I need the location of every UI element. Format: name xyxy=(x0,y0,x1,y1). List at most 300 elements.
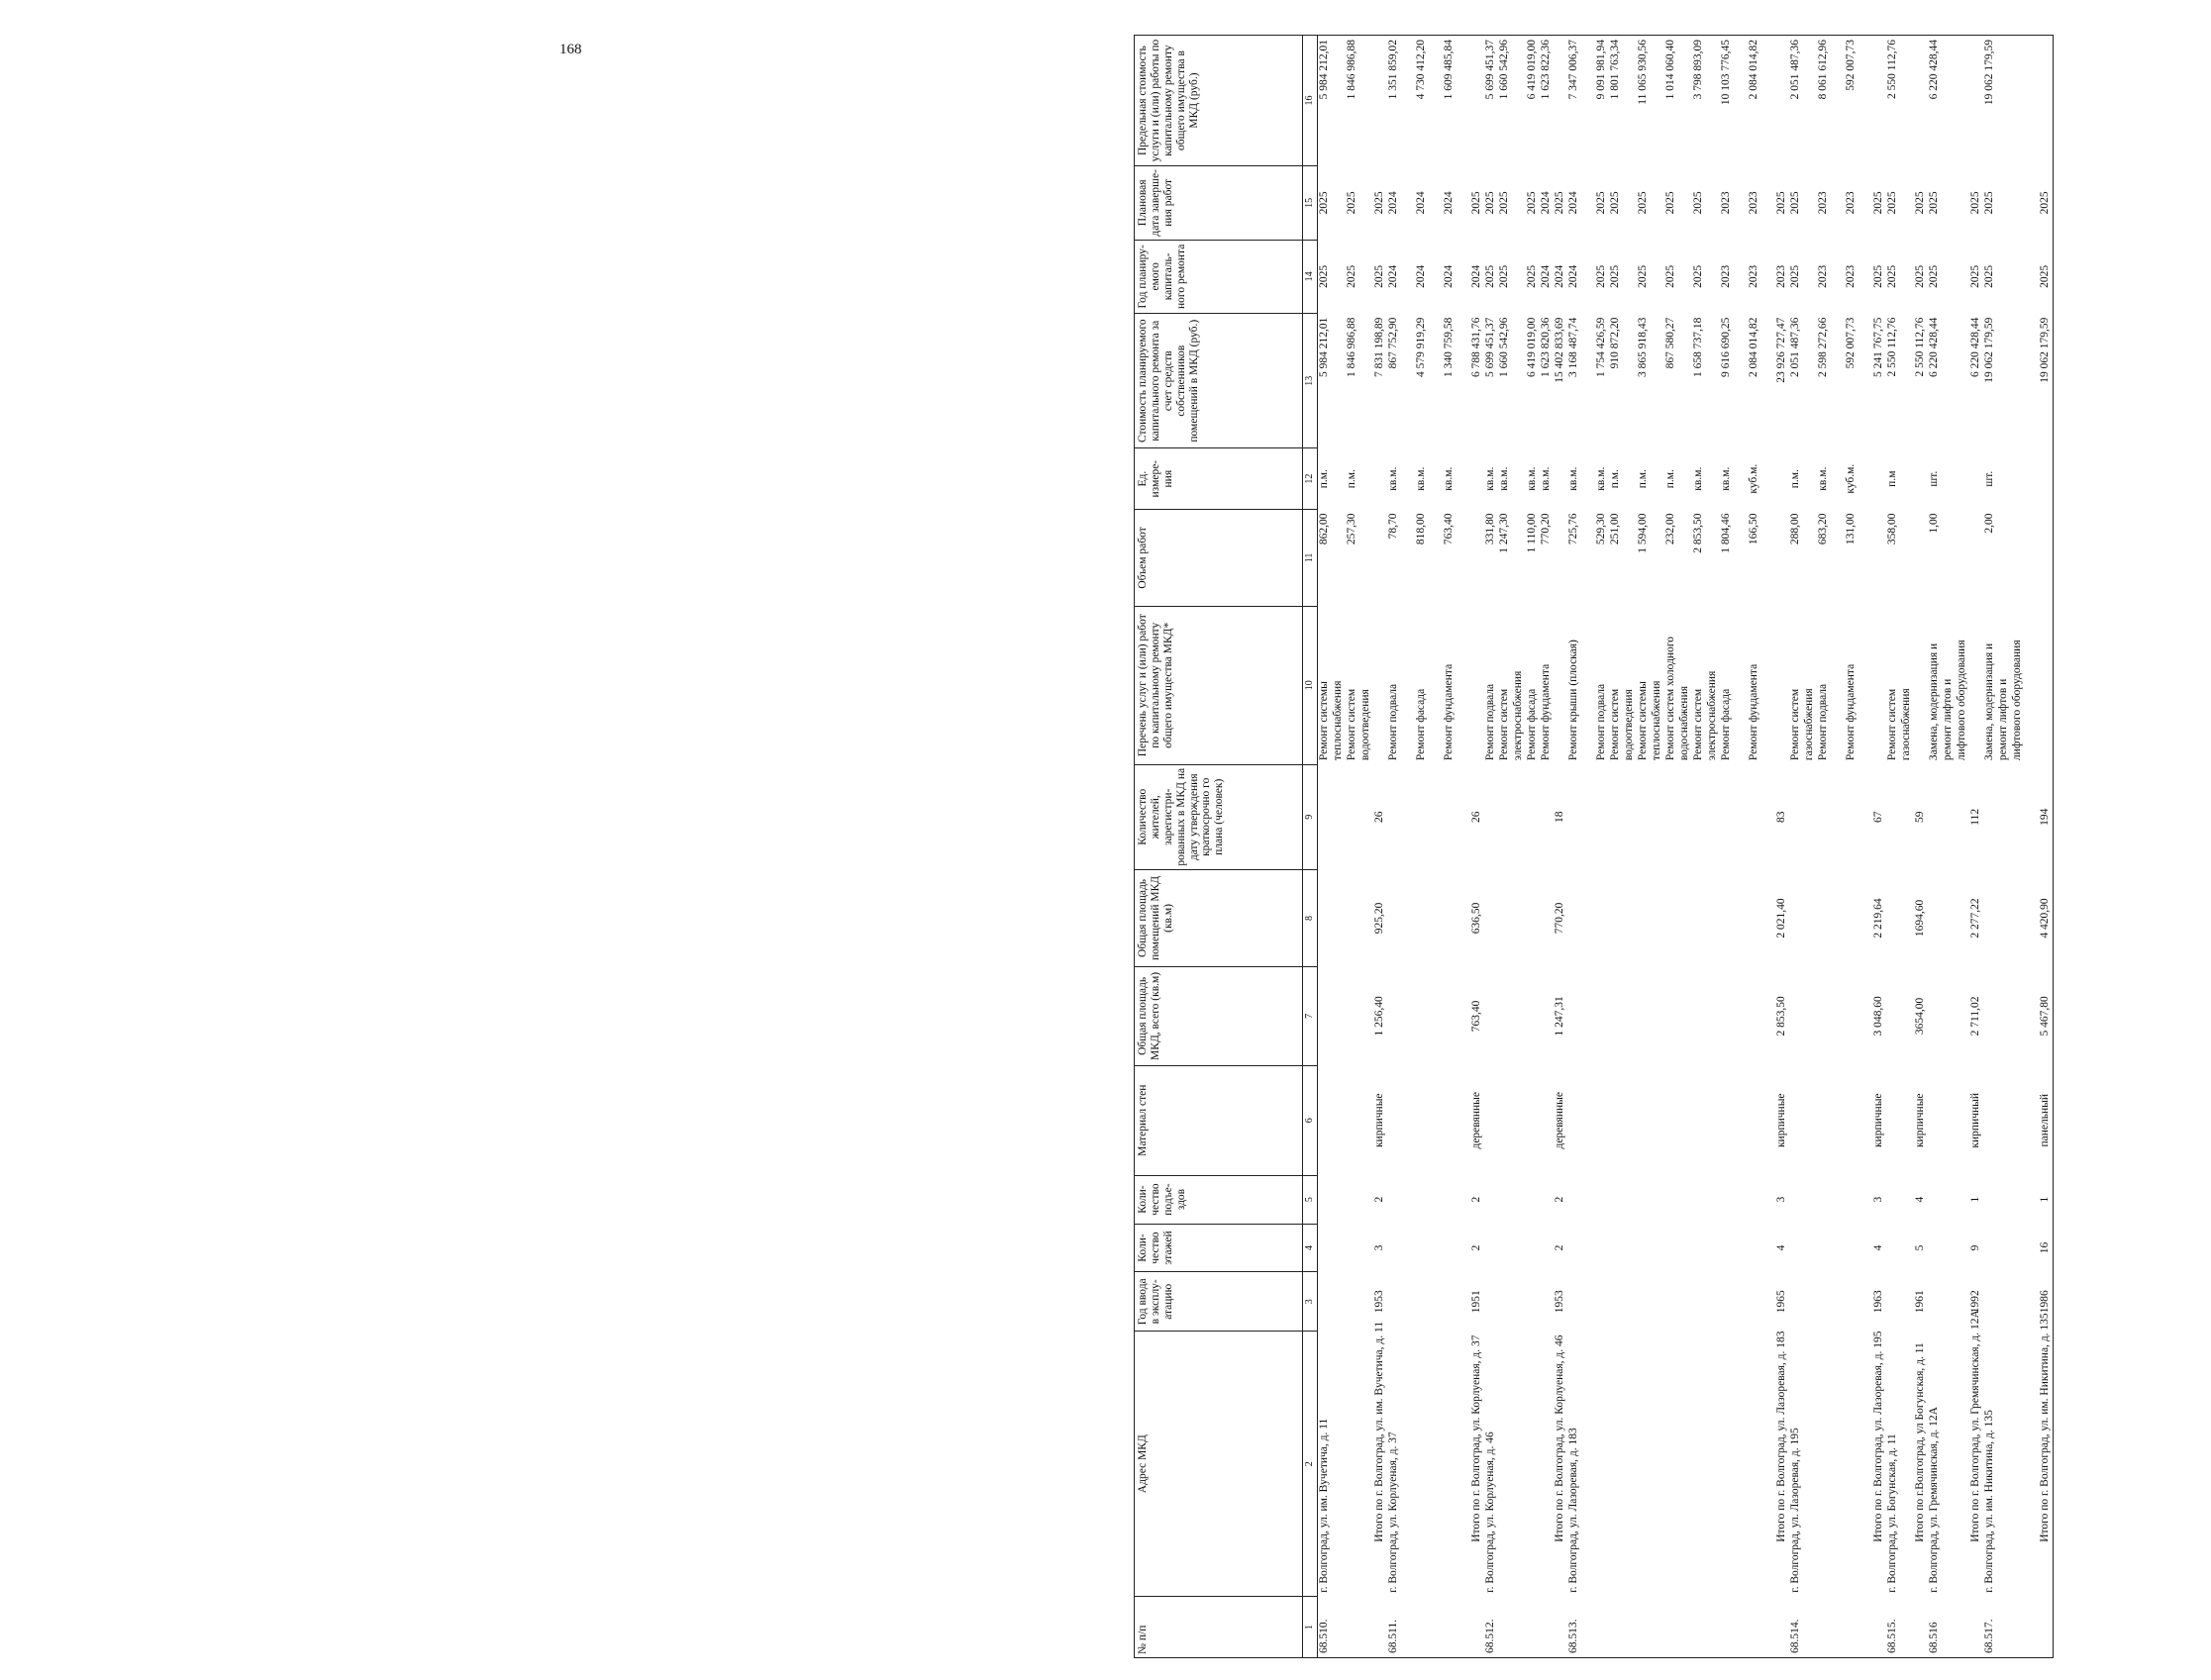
table-cell: 2025 xyxy=(1318,264,1330,288)
table-row xyxy=(1789,36,1803,1658)
table-cell: 2023 xyxy=(1748,191,1759,215)
table-cell xyxy=(1997,448,2011,510)
table-cell xyxy=(1831,1597,1845,1658)
table-row xyxy=(1401,36,1415,1658)
table-cell xyxy=(1387,1065,1401,1175)
table-cell: 68.515. xyxy=(1886,1597,1900,1658)
table-cell xyxy=(1678,1332,1692,1597)
table-cell xyxy=(1928,1065,1942,1175)
table-cell xyxy=(1512,1065,1526,1175)
table-cell: Ремонт подвала xyxy=(1484,683,1496,761)
table-cell xyxy=(1457,1272,1470,1332)
table-cell xyxy=(1609,1065,1623,1175)
table-cell xyxy=(1623,510,1637,607)
table-cell xyxy=(1817,1065,1831,1175)
table-cell xyxy=(1706,966,1720,1065)
table-cell xyxy=(1512,764,1526,869)
table-cell xyxy=(2025,1332,2039,1597)
table-cell xyxy=(1664,1272,1678,1332)
table-cell xyxy=(1900,1597,1914,1658)
table-cell xyxy=(1498,1332,1512,1597)
table-cell xyxy=(1983,1272,1997,1332)
table-cell xyxy=(1706,1224,1720,1272)
column-number-row xyxy=(1303,36,1318,1658)
table-cell xyxy=(1997,240,2011,314)
table-cell xyxy=(1678,166,1692,241)
table-row xyxy=(1748,36,1761,1658)
table-cell xyxy=(1706,240,1720,314)
table-cell xyxy=(1859,1175,1872,1224)
table-cell xyxy=(1387,764,1401,869)
table-cell xyxy=(1373,36,1387,166)
table-cell xyxy=(1526,966,1540,1065)
table-row xyxy=(1706,36,1720,1658)
table-cell xyxy=(1484,966,1498,1065)
table-cell: 288,00 xyxy=(1789,513,1801,545)
table-cell: 3 168 487,74 xyxy=(1567,317,1579,377)
table-cell xyxy=(1387,1175,1401,1224)
page-number: 168 xyxy=(559,42,582,57)
table-cell: 2024 xyxy=(1567,191,1579,215)
table-cell xyxy=(1359,1224,1373,1272)
table-cell xyxy=(1457,869,1470,966)
table-cell xyxy=(1526,1175,1540,1224)
table-cell xyxy=(1761,36,1775,166)
table-cell: 257,30 xyxy=(1346,513,1357,545)
table-cell: 7 347 006,37 xyxy=(1567,36,1581,166)
table-cell xyxy=(1359,166,1373,241)
table-cell: п.м. xyxy=(1346,469,1357,489)
table-cell xyxy=(1332,1597,1346,1658)
rotated-table-container xyxy=(1134,35,2211,1658)
table-cell: 2 277,22 xyxy=(1969,898,1981,939)
table-cell: 2023 xyxy=(1775,264,1787,288)
table-cell: 2025 xyxy=(1470,191,1482,215)
table-cell: г. Волгоград, ул. Гремячинская, д. 12А xyxy=(1928,1407,1940,1593)
header-row xyxy=(1135,36,1303,1658)
table-cell: 1965 xyxy=(1775,1290,1787,1314)
table-cell xyxy=(1470,36,1484,166)
table-cell xyxy=(1914,36,1928,166)
table-cell xyxy=(1581,1175,1595,1224)
header-cell: Адрес МКД xyxy=(1135,1332,1303,1597)
table-cell xyxy=(1734,606,1748,764)
table-cell xyxy=(1817,966,1831,1065)
table-cell xyxy=(1484,869,1498,966)
table-cell xyxy=(1332,510,1346,607)
table-cell xyxy=(1457,1332,1470,1597)
table-cell xyxy=(1401,510,1415,607)
table-cell xyxy=(1748,764,1761,869)
table-cell: кирпичные xyxy=(1914,1093,1926,1148)
table-cell xyxy=(1359,510,1373,607)
table-cell: Ремонт систем xyxy=(1789,688,1801,761)
table-cell xyxy=(1859,1065,1872,1175)
table-cell: 2023 xyxy=(1720,264,1732,288)
table-cell xyxy=(1720,1597,1734,1658)
table-cell xyxy=(1859,1597,1872,1658)
table-cell xyxy=(1775,1597,1789,1658)
table-cell xyxy=(1831,448,1845,510)
table-cell xyxy=(1609,1175,1623,1224)
table-cell xyxy=(2025,314,2039,448)
table-cell xyxy=(1900,1065,1914,1175)
table-row xyxy=(1803,36,1817,1658)
column-number: 12 xyxy=(1303,448,1318,510)
table-cell: 2023 xyxy=(1845,191,1857,215)
table-cell xyxy=(1512,869,1526,966)
table-cell xyxy=(1401,1272,1415,1332)
table-cell xyxy=(1872,1597,1886,1658)
table-cell: 19 062 179,59 xyxy=(2039,314,2054,448)
table-cell: кирпичные xyxy=(1373,1093,1385,1148)
table-cell xyxy=(1429,36,1443,166)
table-cell: 83 xyxy=(1775,811,1787,824)
table-cell xyxy=(1859,1224,1872,1272)
table-cell xyxy=(1803,1065,1817,1175)
table-cell: 1 340 759,58 xyxy=(1443,317,1455,377)
table-cell xyxy=(1567,1065,1581,1175)
table-cell: Ремонт подвала xyxy=(1817,683,1829,761)
table-cell xyxy=(1623,1272,1637,1332)
table-cell xyxy=(1692,764,1706,869)
table-cell xyxy=(1457,764,1470,869)
table-cell xyxy=(1761,1065,1775,1175)
table-cell: 2 xyxy=(1554,1196,1565,1203)
table-cell xyxy=(1956,510,1969,607)
table-cell xyxy=(1415,1065,1429,1175)
table-cell xyxy=(2025,166,2039,241)
table-cell xyxy=(1956,966,1969,1065)
table-cell xyxy=(1748,1065,1761,1175)
table-cell: 636,50 xyxy=(1470,902,1482,935)
table-cell xyxy=(1401,1224,1415,1272)
table-cell xyxy=(1872,606,1886,764)
table-row xyxy=(1637,36,1651,1658)
table-cell xyxy=(1651,869,1664,966)
table-cell: Ремонт систем xyxy=(1346,688,1357,761)
table-cell xyxy=(1332,448,1346,510)
table-cell xyxy=(1318,1065,1333,1175)
table-cell xyxy=(1595,966,1609,1065)
table-cell: 78,70 xyxy=(1387,513,1399,540)
table-cell xyxy=(1540,1597,1554,1658)
table-cell xyxy=(1512,36,1526,166)
table-cell xyxy=(1969,510,1983,607)
table-cell: кирпичный xyxy=(1969,1092,1981,1148)
table-cell xyxy=(1789,764,1803,869)
table-cell xyxy=(1595,1272,1609,1332)
table-cell xyxy=(2025,606,2039,764)
table-cell xyxy=(1928,869,1942,966)
table-cell xyxy=(1401,36,1415,166)
table-cell xyxy=(1623,1332,1637,1597)
table-cell xyxy=(1651,240,1664,314)
table-cell xyxy=(1429,869,1443,966)
table-cell xyxy=(1401,1175,1415,1224)
table-cell xyxy=(1623,1224,1637,1272)
table-cell xyxy=(1664,1175,1678,1224)
table-cell: 763,40 xyxy=(1443,513,1455,545)
table-cell xyxy=(1346,1272,1359,1332)
table-cell xyxy=(1498,1175,1512,1224)
table-cell: 2025 xyxy=(1637,264,1649,288)
table-cell xyxy=(2025,36,2039,166)
table-cell xyxy=(1498,1597,1512,1658)
table-cell xyxy=(1373,510,1387,607)
header-cell: Материал стен xyxy=(1135,1065,1303,1175)
table-cell xyxy=(1443,869,1457,966)
table-cell xyxy=(1817,869,1831,966)
table-cell xyxy=(1651,1224,1664,1272)
column-number: 11 xyxy=(1303,510,1318,607)
table-cell xyxy=(1567,966,1581,1065)
table-cell: 1961 xyxy=(1914,1290,1926,1314)
table-cell xyxy=(1775,510,1789,607)
table-cell xyxy=(1928,1175,1942,1224)
table-cell xyxy=(1512,240,1526,314)
table-cell xyxy=(1359,314,1373,448)
table-cell xyxy=(1457,1224,1470,1272)
table-cell: 2025 xyxy=(1664,191,1676,215)
table-cell: 2 550 112,76 xyxy=(1886,317,1898,377)
table-cell: 15 402 833,69 xyxy=(1554,317,1565,383)
table-cell xyxy=(1359,764,1373,869)
table-cell xyxy=(1886,1272,1900,1332)
table-cell xyxy=(1706,1597,1720,1658)
table-cell: кв.м. xyxy=(1498,466,1510,491)
table-cell xyxy=(1581,510,1595,607)
table-cell: 2025 xyxy=(1346,191,1357,215)
table-cell: 1951 xyxy=(1470,1290,1482,1314)
table-cell: 867 580,27 xyxy=(1664,317,1676,369)
table-cell xyxy=(1609,1597,1623,1658)
table-cell: 2 084 014,82 xyxy=(1748,36,1761,166)
table-cell xyxy=(1734,510,1748,607)
table-cell: 1 846 986,88 xyxy=(1346,36,1359,166)
table-cell: 4 730 412,20 xyxy=(1415,36,1429,166)
table-cell xyxy=(1346,1224,1359,1272)
table-cell: 4 420,90 xyxy=(2039,869,2054,966)
table-cell xyxy=(1443,1332,1457,1597)
table-cell xyxy=(1651,764,1664,869)
table-cell xyxy=(2011,314,2025,448)
table-cell: 6 419 019,00 xyxy=(1526,36,1540,166)
header-cell: Общая площадь помещений МКД (кв.м) xyxy=(1135,869,1303,966)
table-cell xyxy=(1706,764,1720,869)
table-cell xyxy=(1415,1332,1429,1597)
table-row xyxy=(1845,36,1859,1658)
table-cell: Ремонт системы xyxy=(1318,681,1330,761)
table-cell xyxy=(1359,36,1373,166)
table-cell xyxy=(1346,1332,1359,1597)
table-cell xyxy=(1457,1065,1470,1175)
table-cell xyxy=(1443,1224,1457,1272)
table-cell: 2 xyxy=(1470,1196,1482,1203)
table-row xyxy=(1956,36,1969,1658)
table-cell xyxy=(1554,606,1567,764)
table-cell: 2 711,02 xyxy=(1969,996,1981,1037)
table-cell xyxy=(1831,764,1845,869)
table-cell xyxy=(1942,314,1956,448)
table-cell xyxy=(1470,606,1484,764)
table-cell: кв.м. xyxy=(1817,466,1829,491)
table-cell xyxy=(1387,869,1401,966)
table-cell xyxy=(1359,1272,1373,1332)
table-cell: 925,20 xyxy=(1373,902,1385,935)
table-cell: 3 798 893,09 xyxy=(1692,36,1706,166)
table-cell xyxy=(1526,1597,1540,1658)
table-cell: 68.512. xyxy=(1484,1597,1498,1658)
table-cell xyxy=(1429,510,1443,607)
table-cell xyxy=(1332,1224,1346,1272)
table-cell xyxy=(2025,510,2039,607)
table-cell: п.м. xyxy=(1318,469,1330,489)
table-cell xyxy=(1678,240,1692,314)
table-cell xyxy=(1373,606,1387,764)
table-cell xyxy=(1914,510,1928,607)
table-cell: 2025 xyxy=(1928,191,1940,215)
table-cell xyxy=(1734,764,1748,869)
table-cell xyxy=(1595,764,1609,869)
table-cell: п.м xyxy=(1886,470,1898,487)
table-row xyxy=(1373,36,1387,1658)
table-cell xyxy=(1512,314,1526,448)
table-cell xyxy=(1734,1065,1748,1175)
table-cell xyxy=(1401,1597,1415,1658)
header-cell: Плановая дата заверше-ния работ xyxy=(1135,166,1303,241)
table-cell xyxy=(1969,606,1983,764)
table-cell xyxy=(1942,764,1956,869)
table-cell xyxy=(1831,1224,1845,1272)
table-cell: 2 550 112,76 xyxy=(1914,317,1926,377)
table-cell xyxy=(1706,869,1720,966)
table-cell xyxy=(1845,1224,1859,1272)
table-cell xyxy=(1775,36,1789,166)
table-row xyxy=(1664,36,1678,1658)
table-cell xyxy=(1928,966,1942,1065)
table-cell xyxy=(1761,166,1775,241)
table-cell: п.м. xyxy=(1664,469,1676,489)
header-cell: Год ввода в эксплу-атацию xyxy=(1135,1272,1303,1332)
table-cell: 2025 xyxy=(1318,191,1330,215)
column-number: 9 xyxy=(1303,764,1318,869)
table-cell xyxy=(1956,36,1969,166)
table-row xyxy=(1484,36,1498,1658)
table-cell: 725,76 xyxy=(1567,513,1579,545)
table-cell: 2024 xyxy=(1554,264,1565,288)
table-cell: 2025 xyxy=(1373,264,1385,288)
table-cell xyxy=(1720,764,1734,869)
table-cell xyxy=(1692,1224,1706,1272)
table-cell: 2024 xyxy=(1387,191,1399,215)
table-cell xyxy=(1595,1065,1609,1175)
table-cell: 67 xyxy=(1872,811,1884,824)
table-cell xyxy=(1581,1272,1595,1332)
table-cell xyxy=(1983,764,1997,869)
table-cell xyxy=(1470,1597,1484,1658)
table-cell: 1 804,46 xyxy=(1720,513,1732,553)
table-row xyxy=(1595,36,1609,1658)
table-cell xyxy=(1692,1272,1706,1332)
table-cell xyxy=(1803,1597,1817,1658)
table-row xyxy=(1817,36,1831,1658)
table-cell xyxy=(1637,1272,1651,1332)
table-cell xyxy=(1678,1224,1692,1272)
table-cell xyxy=(1886,869,1900,966)
table-cell xyxy=(1664,1332,1678,1597)
table-cell: 3 865 918,43 xyxy=(1637,317,1649,377)
table-cell xyxy=(1332,166,1346,241)
table-cell: 5 984 212,01 xyxy=(1318,317,1330,377)
table-cell: кв.м. xyxy=(1387,466,1399,491)
table-cell xyxy=(1775,606,1789,764)
table-cell xyxy=(1526,1272,1540,1332)
table-cell xyxy=(1443,1272,1457,1332)
table-cell xyxy=(1540,1332,1554,1597)
table-cell xyxy=(1429,448,1443,510)
table-cell: 1 594,00 xyxy=(1637,513,1649,553)
table-cell xyxy=(1789,1175,1803,1224)
table-cell: 2023 xyxy=(1817,264,1829,288)
header-cell: Коли-чество подъе-здов xyxy=(1135,1175,1303,1224)
table-cell: 6 788 431,76 xyxy=(1470,317,1482,377)
table-cell xyxy=(1942,1065,1956,1175)
table-cell xyxy=(1706,510,1720,607)
table-row xyxy=(1831,36,1845,1658)
table-cell: кирпичные xyxy=(1775,1093,1787,1148)
table-cell xyxy=(1706,1332,1720,1597)
table-cell: 5 467,80 xyxy=(2039,966,2054,1065)
table-cell xyxy=(1803,166,1817,241)
table-cell: 1 660 542,96 xyxy=(1498,317,1510,377)
table-cell: кв.м. xyxy=(1567,466,1579,491)
table-cell xyxy=(1498,1065,1512,1175)
table-cell xyxy=(1761,1224,1775,1272)
table-cell xyxy=(1969,1597,1983,1658)
table-cell xyxy=(1540,1272,1554,1332)
table-cell xyxy=(1678,314,1692,448)
table-cell: 112 xyxy=(1969,808,1981,826)
table-row xyxy=(1872,36,1886,1658)
table-cell xyxy=(1748,1224,1761,1272)
table-cell xyxy=(2011,1224,2025,1272)
table-cell: теплоснабжения xyxy=(1651,680,1662,761)
table-cell: 1 846 986,88 xyxy=(1346,317,1357,377)
table-cell xyxy=(1761,606,1775,764)
table-cell: 2025 xyxy=(2039,166,2054,241)
table-cell: 1986 xyxy=(2039,1272,2054,1332)
table-cell xyxy=(1651,1175,1664,1224)
table-cell xyxy=(2011,36,2025,166)
table-cell xyxy=(1637,1597,1651,1658)
table-cell xyxy=(1831,606,1845,764)
table-cell xyxy=(1512,966,1526,1065)
table-cell xyxy=(1761,869,1775,966)
table-cell xyxy=(1609,869,1623,966)
table-cell xyxy=(1457,314,1470,448)
column-number: 7 xyxy=(1303,966,1318,1065)
table-cell: Ремонт систем xyxy=(1498,688,1510,761)
table-cell xyxy=(1637,1175,1651,1224)
table-cell xyxy=(1900,966,1914,1065)
table-cell xyxy=(1429,1597,1443,1658)
table-cell xyxy=(1942,966,1956,1065)
table-cell: 1 247,31 xyxy=(1554,996,1565,1037)
table-cell: 1 247,30 xyxy=(1498,513,1510,553)
table-cell: Итого по г. Волгоград, ул. Лазоревая, д. 183 xyxy=(1775,1331,1787,1542)
table-cell: 2025 xyxy=(1373,191,1385,215)
